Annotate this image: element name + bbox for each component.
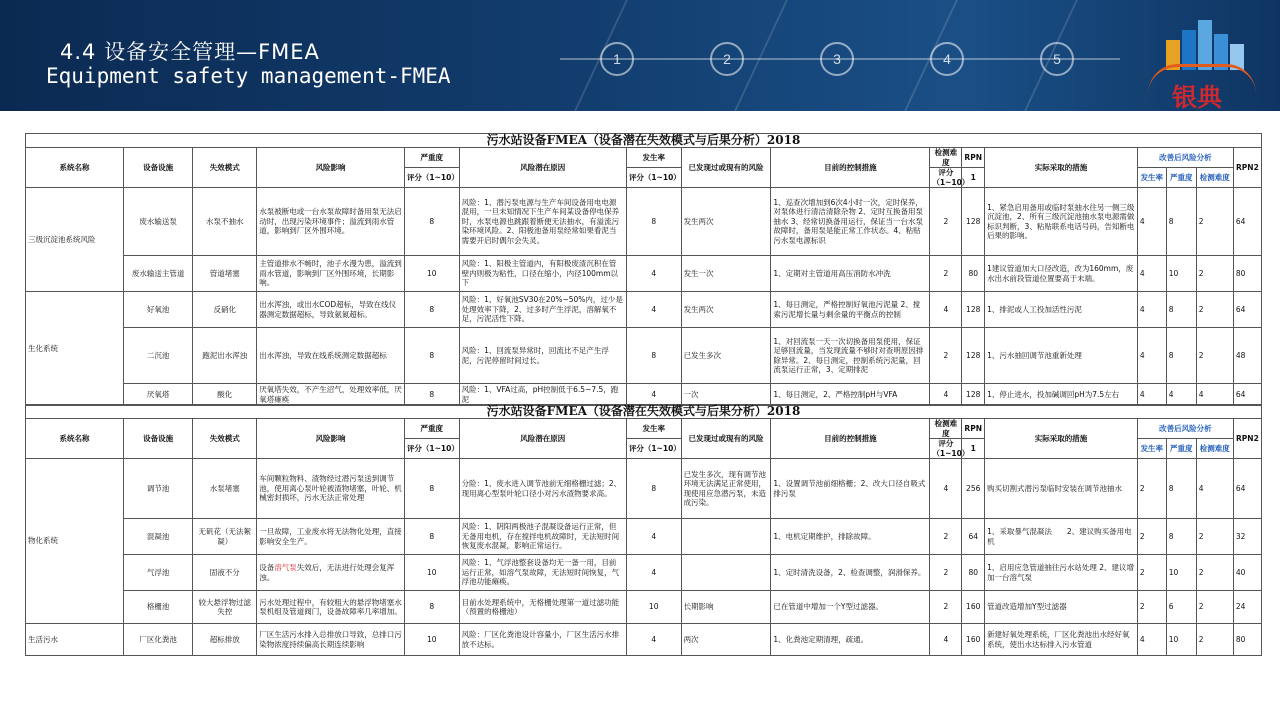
improved-occurrence-cell: 2	[1137, 555, 1166, 591]
improved-detection-cell: 2	[1196, 256, 1233, 292]
severity-cell: 8	[404, 459, 459, 519]
improved-severity-cell: 10	[1166, 256, 1196, 292]
step-4: 4	[930, 42, 964, 76]
control-cell: 1、定期对主管道用高压消防水冲洗	[771, 256, 930, 292]
detection-cell: 4	[930, 384, 962, 406]
control-cell: 1、对回流泵一天一次切换备用泵使用，保证足够回流量，当发现流量不够时对查明原因排除异常。2、每日测定，控制系统污泥量，回流泵运行正常，3、定期排泥	[771, 328, 930, 384]
occurrence-cell: 4	[626, 555, 681, 591]
table-row	[26, 555, 1262, 591]
system-name-cell: 生化系统	[26, 292, 124, 406]
control-cell: 1、每日测定，2、严格控制pH与VFA	[771, 384, 930, 406]
table-row	[26, 328, 1262, 384]
detection-cell: 2	[930, 188, 962, 256]
actions-cell: 1、紧急启用备用或临时泵抽水往另一侧三级沉淀池，2、所有三级沉淀池抽水泵电源需做标识判断，3、粘贴联系电话号码，告知断电后果的影响。	[985, 188, 1138, 256]
table-row	[26, 624, 1262, 656]
rpn-cell: 64	[962, 519, 985, 555]
failure-mode-cell: 无矾花（无法絮凝）	[193, 519, 257, 555]
found-risk-cell: 两次	[681, 624, 771, 656]
found-risk-cell: 已发生多次	[681, 328, 771, 384]
header-impact: 风险影响	[257, 148, 405, 188]
header-system: 系统名称	[26, 148, 124, 188]
impact-cell: 厂区生活污水排入总排放口导致，总排口污染物浓度持续偏高长期连续影响	[257, 624, 405, 656]
detection-cell: 2	[930, 519, 962, 555]
header-detection: 检测难度	[930, 419, 962, 439]
improved-occurrence-cell: 2	[1137, 459, 1166, 519]
header-occurrence: 发生率	[626, 419, 681, 439]
header-banner	[0, 0, 1280, 111]
header-severity: 严重度	[404, 419, 459, 439]
severity-cell: 8	[404, 591, 459, 624]
header-failure-mode: 失效模式	[193, 148, 257, 188]
severity-cell: 8	[404, 188, 459, 256]
cause-cell: 风险：1、好氧池SV30在20%~50%内，过少是处理效率下降，2、过多时产生浮泥，溶解氧不足，污泥活性下降。	[459, 292, 626, 328]
actions-cell: 购买切割式潜污泵临时安装在调节池抽水	[985, 459, 1138, 519]
system-name-cell: 物化系统	[26, 459, 124, 624]
found-risk-cell: 发生两次	[681, 292, 771, 328]
actions-cell: 1建议管道加大口径改造，改为160mm，废水出水前段管道位置要高于末端。	[985, 256, 1138, 292]
found-risk-cell: 发生两次	[681, 188, 771, 256]
rpn2-cell: 64	[1233, 384, 1261, 406]
header-detection-score: 评分（1~10）	[930, 168, 962, 188]
rpn-cell: 256	[962, 459, 985, 519]
improved-occurrence-cell: 2	[1137, 591, 1166, 624]
failure-mode-cell: 管道堵塞	[193, 256, 257, 292]
severity-cell: 8	[404, 519, 459, 555]
fmea-table-1	[25, 133, 1262, 406]
found-risk-cell: 长期影响	[681, 591, 771, 624]
improved-occurrence-cell: 4	[1137, 256, 1166, 292]
found-risk-cell: 发生一次	[681, 256, 771, 292]
found-risk-cell	[681, 519, 771, 555]
impact-text: 设备	[259, 563, 275, 572]
improved-severity-cell: 6	[1166, 591, 1196, 624]
header-improved-severity: 严重度	[1166, 168, 1196, 188]
failure-mode-cell: 反硝化	[193, 292, 257, 328]
rpn2-cell: 64	[1233, 459, 1261, 519]
table-row	[26, 188, 1262, 256]
rpn-cell: 128	[962, 292, 985, 328]
step-1: 1	[600, 42, 634, 76]
improved-detection-cell: 2	[1196, 328, 1233, 384]
cause-cell: 风险：1、阴阳两极池子混凝设备运行正常，但无备用电机，存在搅拌电机故障时，无法短时间恢复废水混凝，影响正常运行。	[459, 519, 626, 555]
header-found-risk: 已发现过或现有的风险	[681, 148, 771, 188]
control-cell: 1、电机定期维护，排除故障。	[771, 519, 930, 555]
improved-severity-cell: 8	[1166, 188, 1196, 256]
header-improved-detection: 检测难度	[1196, 439, 1233, 459]
impact-cell	[257, 555, 405, 591]
severity-cell: 10	[404, 256, 459, 292]
found-risk-cell	[681, 555, 771, 591]
failure-mode-cell: 较大悬浮物过滤失控	[193, 591, 257, 624]
control-cell: 1、巡查次增加到6次4小时一次，定时保养，对泵体进行清洁清除杂物 2、定时互换备用泵抽水 3、经常切换备用运行，保证当一台水泵故障时，备用泵是能正常工作状态。4、粘贴污水泵电源标识	[771, 188, 930, 256]
rpn-cell: 80	[962, 555, 985, 591]
detection-cell: 4	[930, 624, 962, 656]
header-failure-mode: 失效模式	[193, 419, 257, 459]
actions-cell: 1、采取暴气混凝法 2、建议购买备用电机	[985, 519, 1138, 555]
control-cell: 已在管道中增加一个Y型过滤器。	[771, 591, 930, 624]
cause-cell: 风险：1、回流泵异常时，回流比不足产生浮泥，污泥停留时间过长。	[459, 328, 626, 384]
equipment-cell: 调节池	[124, 459, 193, 519]
header-cause: 风险潜在原因	[459, 148, 626, 188]
table-row	[26, 591, 1262, 624]
header-rpn2: RPN2	[1233, 148, 1261, 188]
actions-cell: 1、污水抽回调节池重新处理	[985, 328, 1138, 384]
improved-severity-cell: 10	[1166, 624, 1196, 656]
header-improved-occurrence: 发生率	[1137, 439, 1166, 459]
severity-cell: 10	[404, 624, 459, 656]
improved-severity-cell: 4	[1166, 384, 1196, 406]
logo-bars-icon	[1162, 18, 1242, 70]
cause-cell: 风险：1、阳极主管道内，有阳极废渣沉积在管壁内则极为粘性，口径在缩小，内径100mm以下	[459, 256, 626, 292]
actions-cell: 管道改造增加Y型过滤器	[985, 591, 1138, 624]
table-row	[26, 384, 1262, 406]
occurrence-cell: 8	[626, 328, 681, 384]
occurrence-cell: 8	[626, 459, 681, 519]
table-caption: 污水站设备FMEA（设备潜在失效模式与后果分析）2018	[26, 134, 1262, 148]
occurrence-cell: 4	[626, 384, 681, 406]
rpn-cell: 128	[962, 384, 985, 406]
rpn-cell: 128	[962, 188, 985, 256]
occurrence-cell: 4	[626, 624, 681, 656]
impact-cell: 出水浑浊，导致在线系统测定数据超标	[257, 328, 405, 384]
header-improved-detection: 检测难度	[1196, 168, 1233, 188]
equipment-cell: 好氧池	[124, 292, 193, 328]
improved-occurrence-cell: 4	[1137, 188, 1166, 256]
header-actions: 实际采取的措施	[985, 419, 1138, 459]
failure-mode-cell: 水泵不抽水	[193, 188, 257, 256]
improved-occurrence-cell: 2	[1137, 519, 1166, 555]
step-2: 2	[710, 42, 744, 76]
improved-severity-cell: 8	[1166, 519, 1196, 555]
impact-cell: 厌氧塔失效，不产生沼气，处理效率低，厌氧塔瘫痪	[257, 384, 405, 406]
header-rpn2: RPN2	[1233, 419, 1261, 459]
header-found-risk: 已发现过或现有的风险	[681, 419, 771, 459]
rpn2-cell: 32	[1233, 519, 1261, 555]
improved-detection-cell: 4	[1196, 384, 1233, 406]
equipment-cell: 混凝池	[124, 519, 193, 555]
impact-cell: 水泵被断电或一台水泵故障时备用泵无法启动时，出现污染环境事件；溢流到雨水管道，影响到厂区外围环境。	[257, 188, 405, 256]
rpn2-cell: 64	[1233, 188, 1261, 256]
improved-detection-cell: 4	[1196, 459, 1233, 519]
step-3: 3	[820, 42, 854, 76]
header-severity: 严重度	[404, 148, 459, 168]
header-severity-score: 评分（1~10）	[404, 168, 459, 188]
actions-cell: 1、停止进水，投加碱调回pH为7.5左右	[985, 384, 1138, 406]
header-rpn: RPN	[962, 148, 985, 168]
header-severity-score: 评分（1~10）	[404, 439, 459, 459]
occurrence-cell: 10	[626, 591, 681, 624]
table-row	[26, 256, 1262, 292]
rpn-cell: 80	[962, 256, 985, 292]
header-improved-occurrence: 发生率	[1137, 168, 1166, 188]
found-risk-cell: 一次	[681, 384, 771, 406]
cause-cell: 风险：1、气浮池整套设备均无一备一用，目前运行正常，如溶气泵故障，无法短时间恢复，气浮池功能瘫痪。	[459, 555, 626, 591]
header-improved-severity: 严重度	[1166, 439, 1196, 459]
header-control: 目前的控制措施	[771, 419, 930, 459]
improved-occurrence-cell: 4	[1137, 624, 1166, 656]
impact-highlight: 溶气泵	[274, 563, 297, 572]
header-occurrence: 发生率	[626, 148, 681, 168]
rpn2-cell: 80	[1233, 624, 1261, 656]
equipment-cell: 废水输送主管道	[124, 256, 193, 292]
improved-severity-cell: 10	[1166, 555, 1196, 591]
detection-cell: 4	[930, 292, 962, 328]
page-title: 4.4 设备安全管理—FMEA	[60, 40, 320, 64]
control-cell: 1、每日测定，严格控制好氧池污泥量 2、搅索污泥增长量与剩余量的平衡点的控制	[771, 292, 930, 328]
rpn-cell: 160	[962, 591, 985, 624]
improved-occurrence-cell: 4	[1137, 384, 1166, 406]
equipment-cell: 格栅池	[124, 591, 193, 624]
header-improved: 改善后风险分析	[1137, 419, 1233, 439]
found-risk-cell: 已发生多次，现有调节池环境无法满足正常使用，现使用应急潜污泵，未造成污染。	[681, 459, 771, 519]
occurrence-cell: 4	[626, 519, 681, 555]
detection-cell: 2	[930, 555, 962, 591]
header-occurrence-score: 评分（1~10）	[626, 439, 681, 459]
failure-mode-cell: 固液不分	[193, 555, 257, 591]
logo-text: 银典	[1172, 83, 1223, 112]
improved-severity-cell: 8	[1166, 292, 1196, 328]
header-rpn-sub: 1	[962, 439, 985, 459]
control-cell: 1、化粪池定期清理，疏通。	[771, 624, 930, 656]
equipment-cell: 废水输送泵	[124, 188, 193, 256]
company-logo	[1148, 18, 1258, 112]
equipment-cell: 气浮池	[124, 555, 193, 591]
failure-mode-cell: 水泵堵塞	[193, 459, 257, 519]
failure-mode-cell: 酸化	[193, 384, 257, 406]
header-control: 目前的控制措施	[771, 148, 930, 188]
rpn-cell: 128	[962, 328, 985, 384]
severity-cell: 10	[404, 555, 459, 591]
improved-detection-cell: 2	[1196, 292, 1233, 328]
rpn2-cell: 48	[1233, 328, 1261, 384]
rpn-cell: 160	[962, 624, 985, 656]
rpn2-cell: 80	[1233, 256, 1261, 292]
improved-detection-cell: 2	[1196, 188, 1233, 256]
rpn2-cell: 40	[1233, 555, 1261, 591]
failure-mode-cell: 跑泥出水浑浊	[193, 328, 257, 384]
cause-cell: 风险：1、潜污泵电源与生产车间设备用电电源混用，一旦未知情况下生产车间某设备停电保养时，水泵电源也跳跟着断便无法抽水，有溢流污染环境风险。2、阳极池备用泵经常如果看泥当需要开启时偶尔会失灵。	[459, 188, 626, 256]
equipment-cell: 二沉池	[124, 328, 193, 384]
header-impact: 风险影响	[257, 419, 405, 459]
improved-severity-cell: 8	[1166, 328, 1196, 384]
cause-cell: 风险：厂区化粪池设计容量小，厂区生活污水排放不达标。	[459, 624, 626, 656]
impact-cell: 出水浑浊，或出水COD超标，导致在线仪器测定数据超标，导致氨氮超标。	[257, 292, 405, 328]
table-row	[26, 292, 1262, 328]
rpn2-cell: 64	[1233, 292, 1261, 328]
header-cause: 风险潜在原因	[459, 419, 626, 459]
page-subtitle: Equipment safety management-FMEA	[46, 64, 451, 88]
improved-detection-cell: 2	[1196, 624, 1233, 656]
actions-cell: 新建好氧处理系统，厂区化粪池出水经好氧系统，使出水达标排入污水管道	[985, 624, 1138, 656]
occurrence-cell: 4	[626, 292, 681, 328]
step-indicator	[560, 30, 1120, 90]
table-row	[26, 459, 1262, 519]
impact-cell: 主管道排水不畅时，池子水漫为患，溢流到雨水管道，影响到厂区外围环境，长期影响。	[257, 256, 405, 292]
header-actions: 实际采取的措施	[985, 148, 1138, 188]
occurrence-cell: 4	[626, 256, 681, 292]
actions-cell: 1、排泥或人工投加活性污泥	[985, 292, 1138, 328]
impact-cell: 一旦故障，工业废水将无法物化处理，直接影响安全生产。	[257, 519, 405, 555]
header-detection: 检测难度	[930, 148, 962, 168]
impact-cell: 污水处理过程中，有较粗大的悬浮物堵塞水泵机组及管道阀门，设备故障率几率增加。	[257, 591, 405, 624]
header-system: 系统名称	[26, 419, 124, 459]
control-cell: 1、设置调节池前细格栅；2、改大口径自吸式排污泵	[771, 459, 930, 519]
header-rpn-sub: 1	[962, 168, 985, 188]
header-improved: 改善后风险分析	[1137, 148, 1233, 168]
severity-cell: 8	[404, 328, 459, 384]
severity-cell: 8	[404, 292, 459, 328]
cause-cell: 分险：1、废水进入调节池前无细格栅过滤；2、现用离心型泵叶轮口径小对污水渣物要求高。	[459, 459, 626, 519]
system-name-cell: 三级沉淀池系统风险	[26, 188, 124, 292]
header-detection-score: 评分（1~10）	[930, 439, 962, 459]
occurrence-cell: 8	[626, 188, 681, 256]
severity-cell: 8	[404, 384, 459, 406]
table-caption: 污水站设备FMEA（设备潜在失效模式与后果分析）2018	[26, 405, 1262, 419]
step-5: 5	[1040, 42, 1074, 76]
detection-cell: 2	[930, 591, 962, 624]
table-row	[26, 519, 1262, 555]
actions-cell: 1、启用应急管道抽往污水站处理 2、建议增加一台溶气泵	[985, 555, 1138, 591]
fmea-table-2	[25, 404, 1262, 656]
header-equipment: 设备设施	[124, 419, 193, 459]
control-cell: 1、定时清洗设备，2、检查调整，润滑保养。	[771, 555, 930, 591]
detection-cell: 2	[930, 328, 962, 384]
improved-detection-cell: 2	[1196, 555, 1233, 591]
header-occurrence-score: 评分（1~10）	[626, 168, 681, 188]
system-name-cell: 生活污水	[26, 624, 124, 656]
header-equipment: 设备设施	[124, 148, 193, 188]
equipment-cell: 厌氧塔	[124, 384, 193, 406]
improved-detection-cell: 2	[1196, 519, 1233, 555]
improved-occurrence-cell: 4	[1137, 292, 1166, 328]
impact-cell: 车间颗粒物料、渣物经过潜污泵送到调节池，使用离心泵叶轮被渣物堵塞，叶轮、机械密封损坏，污水无法正常处理	[257, 459, 405, 519]
detection-cell: 4	[930, 459, 962, 519]
impact-text: 失效后，无法进行处理会复浑浊。	[259, 563, 395, 582]
cause-cell: 风险：1、VFA过高，pH控制低于6.5~7.5，跑泥	[459, 384, 626, 406]
rpn2-cell: 24	[1233, 591, 1261, 624]
cause-cell: 目前水处理系统中，无格栅处理第一道过滤功能（预置的格栅池）	[459, 591, 626, 624]
equipment-cell: 厂区化粪池	[124, 624, 193, 656]
improved-occurrence-cell: 4	[1137, 328, 1166, 384]
improved-severity-cell: 8	[1166, 459, 1196, 519]
failure-mode-cell: 超标排放	[193, 624, 257, 656]
header-rpn: RPN	[962, 419, 985, 439]
improved-detection-cell: 2	[1196, 591, 1233, 624]
detection-cell: 2	[930, 256, 962, 292]
